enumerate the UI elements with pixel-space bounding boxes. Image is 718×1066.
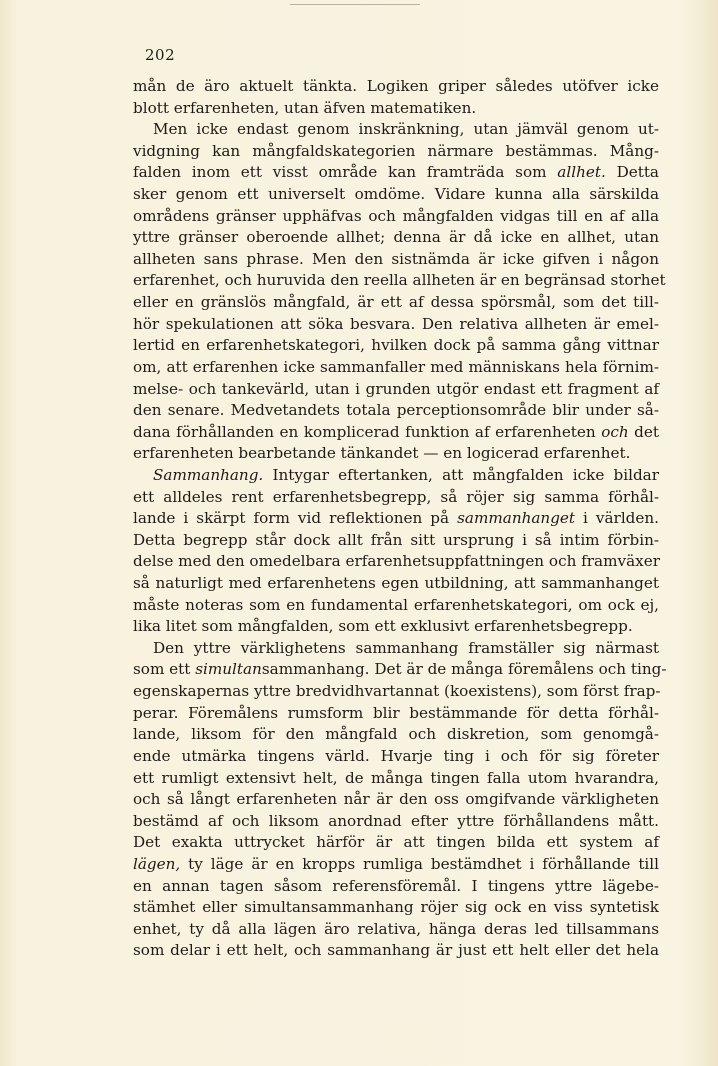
- text-line: måste noteras som en fundamental erfarenhetskategori, om ock ej,: [133, 595, 659, 614]
- text-line: hör spekulationen att söka besvara. Den relativa allheten är emel-: [133, 314, 659, 333]
- text-line: stämhet eller simultansammanhang röjer sig ock en viss syntetisk: [133, 898, 659, 917]
- text-line: perar. Föremålens rumsform blir bestämmande för detta förhål-: [133, 703, 659, 722]
- body-text: [133, 76, 667, 962]
- text-line: Sammanhang. Intygar eftertanken, att mångfalden icke bildar: [153, 465, 659, 484]
- text-line: lertid en erfarenhetskategori, hvilken dock på samma gång vittnar: [133, 336, 659, 355]
- text-line: Men icke endast genom inskränkning, utan jämväl genom ut-: [153, 120, 659, 139]
- text-line: en annan tagen såsom referensföremål. I tingens yttre lägebe-: [133, 876, 659, 895]
- text-line: yttre gränser oberoende allhet; denna är då icke en allhet, utan: [133, 228, 659, 247]
- text-line: erfarenheten bearbetande tänkandet — en logicerad erfarenhet.: [133, 444, 631, 463]
- text-line: den senare. Medvetandets totala perceptionsområde blir under så-: [133, 401, 659, 420]
- text-line: Det exakta uttrycket härför är att tingen bilda ett system af: [133, 833, 659, 852]
- text-line: Den yttre värklighetens sammanhang framställer sig närmast: [153, 638, 659, 657]
- text-line: lägen, ty läge är en kropps rumliga bestämdhet i förhållande till: [133, 854, 659, 873]
- text-line: allheten sans phrase. Men den sistnämda är icke gifven i någon: [133, 249, 659, 268]
- text-line: lika litet som mångfalden, som ett exklusivt erfarenhetsbegrepp.: [133, 617, 633, 636]
- text-line: områdens gränser upphäfvas och mångfalden vidgas till en af alla: [133, 206, 659, 225]
- text-line: erfarenhet, och huruvida den reella allheten är en begränsad storhet: [133, 271, 666, 290]
- text-line: ett alldeles rent erfarenhetsbegrepp, så röjer sig samma förhål-: [133, 487, 659, 506]
- text-line: om, att erfarenhen icke sammanfaller med människans hela förnim-: [133, 357, 659, 376]
- text-line: melse- och tankevärld, utan i grunden utgör endast ett fragment af: [133, 379, 659, 398]
- text-line: som delar i ett helt, och sammanhang är just ett helt eller det hela: [133, 941, 659, 960]
- text-line: lande, liksom för den mångfald och diskretion, som genomgå-: [133, 725, 659, 744]
- text-line: eller en gränslös mångfald, är ett af dessa spörsmål, som det till-: [133, 293, 659, 312]
- text-line: Detta begrepp står dock allt från sitt ursprung i så intim förbin-: [133, 530, 659, 549]
- top-rule: [290, 4, 420, 5]
- text-line: vidgning kan mångfaldskategorien närmare bestämmas. Mång-: [133, 141, 659, 160]
- text-line: mån de äro aktuelt tänkta. Logiken griper således utöfver icke: [133, 77, 659, 95]
- text-line: egenskapernas yttre bredvidhvartannat (koexistens), som först frap-: [133, 682, 661, 701]
- text-line: ende utmärka tingens värld. Hvarje ting i och för sig företer: [133, 746, 659, 765]
- text-line: bestämd af och liksom anordnad efter yttre förhållandens mått.: [133, 811, 659, 830]
- text-line: sker genom ett universelt omdöme. Vidare kunna alla särskilda: [133, 185, 659, 204]
- text-line: som ett simultansammanhang. Det är de många föremålens och ting-: [133, 660, 667, 679]
- text-line: dana förhållanden en komplicerad funktion af erfarenheten och det: [133, 422, 659, 441]
- text-line: delse med den omedelbara erfarenhetsuppfattningen och framväxer: [133, 552, 660, 571]
- text-line: så naturligt med erfarenhetens egen utbildning, att sammanhanget: [133, 574, 659, 593]
- text-line: enhet, ty då alla lägen äro relativa, hänga deras led tillsammans: [133, 919, 659, 938]
- text-line: blott erfarenheten, utan äfven matematiken.: [133, 98, 477, 117]
- page-number: 202: [145, 46, 176, 64]
- text-line: lande i skärpt form vid reflektionen på sammanhanget i världen.: [133, 509, 659, 528]
- text-line: ett rumligt extensivt helt, de många tingen falla utom hvarandra,: [133, 768, 659, 787]
- text-line: och så långt erfarenheten når är den oss omgifvande värkligheten: [133, 790, 659, 809]
- text-line: falden inom ett visst område kan framträda som allhet. Detta: [133, 163, 659, 182]
